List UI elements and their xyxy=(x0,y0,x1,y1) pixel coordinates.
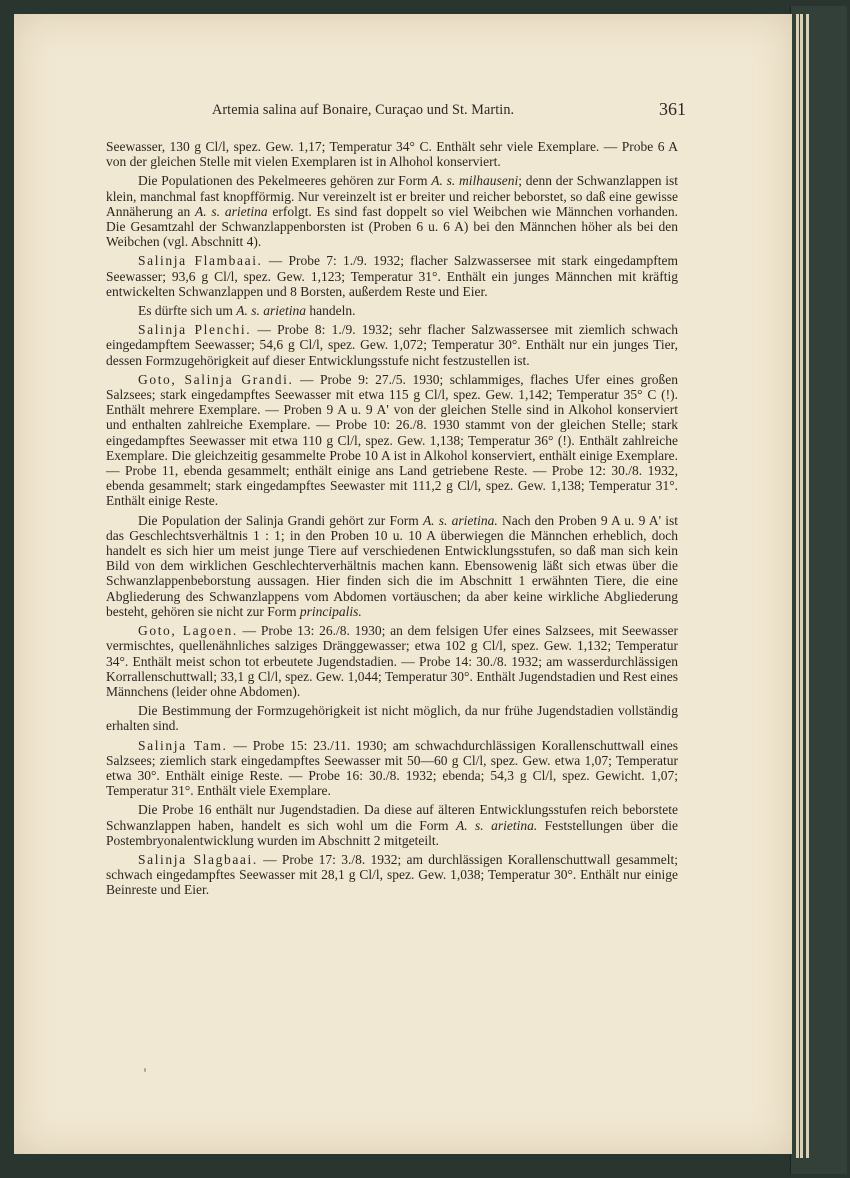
paragraph xyxy=(106,802,678,848)
page-header xyxy=(106,99,686,126)
paragraph xyxy=(106,372,678,509)
text-run: Feststellungen über die Postembryonalentwicklung wurden im Abschnitt 2 mitgeteilt. xyxy=(106,817,678,848)
locality-name: Goto, Salinja Grandi. xyxy=(138,371,294,387)
text-run: — Probe 8: 1./9. 1932; sehr flacher Salzwassersee mit ziemlich schwach eingedampftem Seewasser; 54,6 g Cl/l, spez. Gew. 1,072; Temperatur 30°. Enthält nur ein junges Tier, dessen Formzugehörigkeit auf dieser Entwicklungsstufe nicht festzustellen ist. xyxy=(106,322,678,368)
paragraph xyxy=(106,738,678,799)
paragraph xyxy=(106,703,678,733)
text-run: ; denn der Schwanzlappen ist klein, manchmal fast knopfförmig. Nur vereinzelt ist er breiter und reicher beborstet, so daß eine gewisse Annäherung an xyxy=(106,173,679,219)
page-number: 361 xyxy=(659,99,686,119)
page xyxy=(14,14,792,1154)
taxon-name: A. s. arietina. xyxy=(422,512,498,528)
paragraph xyxy=(106,322,678,368)
taxon-name: A. s. arietina xyxy=(236,303,306,319)
body-text xyxy=(106,139,678,902)
page-edge xyxy=(806,14,809,1158)
paragraph xyxy=(106,253,678,299)
taxon-name: A. s. milhauseni xyxy=(431,173,519,189)
text-run: Es dürfte sich um xyxy=(138,303,237,319)
text-run: — Probe 15: 23./11. 1930; am schwachdurchlässigen Korallenschuttwall eines Salzsees; ziemlich stark eingedampftes Seewasser mit 50—60 g Cl/l, spez. Gew. etwa 1,07; Temperatur etwa 30°. Enthält einige Reste. — Probe 16: 30./8. 1932; ebenda; 54,3 g Cl/l, spez. Gewicht. 1,07; Temperatur 31°. Enthält viele Exemplare. xyxy=(106,737,678,799)
paragraph xyxy=(106,513,678,619)
text-run: Nach den Proben 9 A u. 9 A' ist das Geschlechtsverhältnis 1 : 1; in den Proben 10 u. 10 A überwiegen die Männchen erheblich, doch handelt es sich hier um meist junge Tiere auf verschiedenen Entwicklungsstufen, so daß man sich kein Bild von dem wirklichen Geschlechterverhältnis machen kann. Ebensowenig läßt sich etwas über die Schwanzlappenbeborstung aussagen. Hier finden sich die im Abschnitt 1 erwähnten Tiere, die eine Abgliederung des Schwanzlappens vom Abdomen vortäuschen; da aber keine wirkliche Abgliederung besteht, gehören sie nicht zur Form xyxy=(106,512,678,619)
locality-name: Salinja Tam. xyxy=(138,737,228,753)
text-run: Die Bestimmung der Formzugehörigkeit ist nicht möglich, da nur frühe Jugendstadien vollständig erhalten sind. xyxy=(106,703,678,734)
locality-name: Salinja Slagbaai. xyxy=(138,851,258,867)
locality-name: Goto, Lagoen. xyxy=(138,623,238,639)
text-run: — Probe 17: 3./8. 1932; am durchlässigen Korallenschuttwall gesammelt; schwach eingedampftes Seewasser mit 28,1 g Cl/l, spez. Gew. 1,038; Temperatur 30°. Enthält nur einige Beinreste und Eier. xyxy=(106,851,678,898)
paragraph xyxy=(106,623,678,699)
locality-name: Salinja Plenchi. xyxy=(138,322,252,338)
taxon-name: A. s. arietina. xyxy=(455,817,538,833)
paragraph xyxy=(106,303,678,318)
text-run: Die Probe 16 enthält nur Jugendstadien. Da diese auf älteren Entwicklungsstufen reich beborstete Schwanzlappen haben, handelt es sich wohl um die Form xyxy=(106,802,678,833)
running-title: Artemia salina auf Bonaire, Curaçao und St. Martin. xyxy=(212,102,515,118)
page-edge xyxy=(800,14,803,1158)
text-run: — Probe 7: 1./9. 1932; flacher Salzwassersee mit stark eingedampftem Seewasser; 93,6 g Cl/l, spez. Gew. 1,123; Temperatur 31°. Enthält ein junges Männchen mit kräftig entwickelten Schwanzlappen und 8 Borsten, außerdem Reste und Eier. xyxy=(106,253,678,299)
text-run: erfolgt. Es sind fast doppelt so viel Weibchen wie Männchen vorhanden. Die Gesamtzahl der Schwanzlappenborsten ist (Proben 6 u. 6 A) bei den Männchen höher als bei den Weibchen (vgl. Abschnitt 4). xyxy=(106,203,678,250)
text-run: Die Populationen des Pekelmeeres gehören zur Form xyxy=(138,173,432,189)
taxon-name: A. s. arietina xyxy=(195,203,268,219)
paragraph xyxy=(106,173,678,249)
text-run: — Probe 13: 26./8. 1930; an dem felsigen Ufer eines Salzsees, mit Seewasser vermischtes, quellenähnliches salziges Dränggewasser; etwa 102 g Cl/l, spez. Gew. 1,132; Temperatur 34°. Enthält meist schon tot erbeutete Jugendstadien. — Probe 14: 30./8. 1932; am wasserdurchlässigen Korrallenschuttwall; 33,1 g Cl/l, spez. Gew. 1,044; Temperatur 30°. Enthält Jugendstadien und Rest eines Männchens (leider ohne Abdomen). xyxy=(106,623,678,699)
taxon-name: principalis. xyxy=(299,603,362,619)
locality-name: Salinja Flambaai. xyxy=(138,253,263,269)
paragraph xyxy=(106,139,678,169)
text-run: Seewasser, 130 g Cl/l, spez. Gew. 1,17; Temperatur 34° C. Enthält sehr viele Exemplare. — Probe 6 A von der gleichen Stelle mit vielen Exemplaren ist in Alhohol konserviert. xyxy=(106,139,678,170)
page-edge xyxy=(796,14,799,1158)
paper-speck xyxy=(144,1068,146,1072)
text-run: Die Population der Salinja Grandi gehört zur Form xyxy=(138,512,423,528)
text-run: handeln. xyxy=(305,303,356,319)
paragraph xyxy=(106,852,678,898)
text-run: — Probe 9: 27./5. 1930; schlammiges, flaches Ufer eines großen Salzsees; stark eingedampftes Seewasser mit etwa 115 g Cl/l, spez. Gew. 1,142; Temperatur 35° C (!). Enthält mehrere Exemplare. — Proben 9 A u. 9 A' von der gleichen Stelle sind in Alkohol konserviert und enthalten zahlreiche Exemplare. — Probe 10: 26./8. 1930 stammt von der gleichen Stelle; stark eingedampftes Seewasser mit etwa 110 g Cl/l, spez. Gew. 1,138; Temperatur 36° (!). Enthält zahlreiche Exemplare. Die gleichzeitig gesammelte Probe 10 A ist in Alkohol konserviert, enthält einige Exemplare. — Probe 11, ebenda gesammelt; enthält einige ans Land getriebene Reste. — Probe 12: 30./8. 1932, ebenda gesammelt; stark eingedampftes Seewaster mit 111,2 g Cl/l, spez. Gew. 1,138; Temperatur 31°. Enthält einige Reste. xyxy=(106,371,678,509)
